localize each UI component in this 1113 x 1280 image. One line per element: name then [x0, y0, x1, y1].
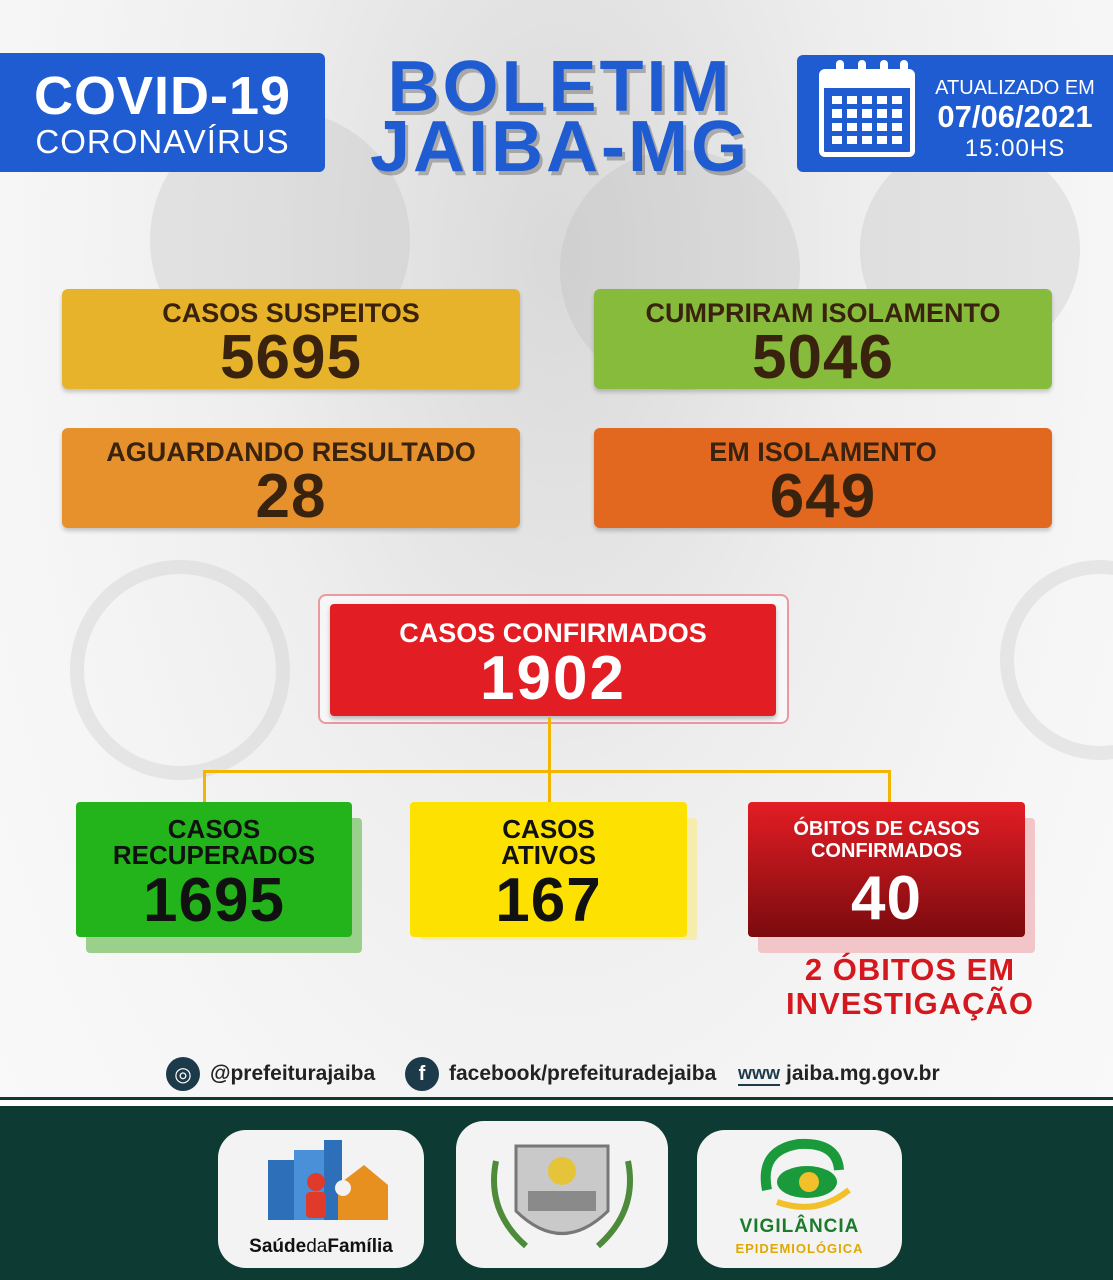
confirmed-cases-value: 1902: [480, 644, 626, 713]
investigation-line2: INVESTIGAÇÃO: [786, 986, 1034, 1021]
connector-line: [888, 770, 891, 803]
suspected-cases-card: [62, 289, 520, 392]
completed-isolation-label: CUMPRIRAM ISOLAMENTO: [645, 298, 1001, 328]
facebook-handle: facebook/prefeituradejaiba: [449, 1062, 717, 1085]
recovered-label-line2: RECUPERADOS: [112, 840, 316, 870]
virus-illustration-icon: [1000, 560, 1113, 760]
bulletin-city: JAIBA-MG: [370, 107, 750, 187]
active-value: 167: [495, 866, 602, 935]
deaths-label-line1: ÓBITOS DE CASOS: [793, 818, 980, 840]
website-url: jaiba.mg.gov.br: [786, 1062, 940, 1085]
active-label-line1: CASOS: [502, 814, 595, 844]
deaths-card: [748, 802, 1025, 937]
connector-line: [203, 770, 206, 803]
vigilancia-title: VIGILÂNCIA: [739, 1216, 860, 1237]
connector-line: [548, 717, 551, 803]
completed-isolation-value: 5046: [752, 323, 894, 392]
globe-icon: www: [738, 1063, 780, 1086]
in-isolation-value: 649: [769, 462, 877, 531]
facebook-icon: f: [405, 1057, 439, 1091]
bulletin-title: BOLETIM: [387, 47, 733, 127]
awaiting-result-card: [62, 428, 520, 531]
municipal-coat-of-arms-logo: [456, 1121, 668, 1268]
instagram-icon: ◎: [166, 1057, 200, 1091]
recovered-value: 1695: [143, 866, 285, 935]
saude-da-familia-text: SaúdedaFamília: [249, 1236, 393, 1257]
updated-time: 15:00HS: [964, 135, 1066, 162]
suspected-cases-value: 5695: [220, 323, 362, 392]
investigation-note: [760, 953, 1060, 1021]
active-cases-card: [410, 802, 687, 937]
calendar-icon: [819, 69, 915, 157]
investigation-line1: 2 ÓBITOS EM: [804, 952, 1016, 987]
instagram-link[interactable]: [166, 1057, 375, 1091]
in-isolation-label: EM ISOLAMENTO: [709, 437, 937, 467]
virus-illustration-icon: [70, 560, 290, 780]
covid-subtitle: CORONAVÍRUS: [35, 123, 290, 160]
vigilance-eye-icon: [697, 1130, 902, 1220]
facebook-link[interactable]: [405, 1057, 716, 1091]
completed-isolation-card: [594, 289, 1052, 392]
updated-date: 07/06/2021: [937, 99, 1093, 134]
recovered-cases-card: [76, 802, 352, 937]
instagram-handle: @prefeiturajaiba: [210, 1062, 376, 1085]
website-link[interactable]: [738, 1057, 940, 1091]
updated-label: ATUALIZADO EM: [935, 77, 1095, 99]
confirmed-cases-card: [330, 604, 776, 716]
active-label-line2: ATIVOS: [501, 840, 596, 870]
deaths-label-line2: CONFIRMADOS: [810, 840, 963, 862]
covid-banner: [0, 53, 325, 172]
awaiting-result-value: 28: [255, 462, 327, 531]
update-banner: [797, 55, 1113, 172]
awaiting-result-label: AGUARDANDO RESULTADO: [106, 437, 476, 467]
coat-of-arms-icon: [456, 1121, 668, 1268]
confirmed-cases-label: CASOS CONFIRMADOS: [399, 618, 707, 648]
suspected-cases-label: CASOS SUSPEITOS: [162, 298, 420, 328]
covid-title: COVID-19: [33, 66, 292, 126]
deaths-value: 40: [851, 864, 922, 933]
in-isolation-card: [594, 428, 1052, 531]
connector-line: [203, 770, 891, 773]
vigilancia-epidemiologica-logo: [697, 1130, 902, 1268]
recovered-label-line1: CASOS: [167, 814, 261, 844]
family-house-icon: [218, 1130, 424, 1240]
saude-da-familia-logo: [218, 1130, 424, 1268]
vigilancia-subtitle: EPIDEMIOLÓGICA: [735, 1241, 864, 1256]
